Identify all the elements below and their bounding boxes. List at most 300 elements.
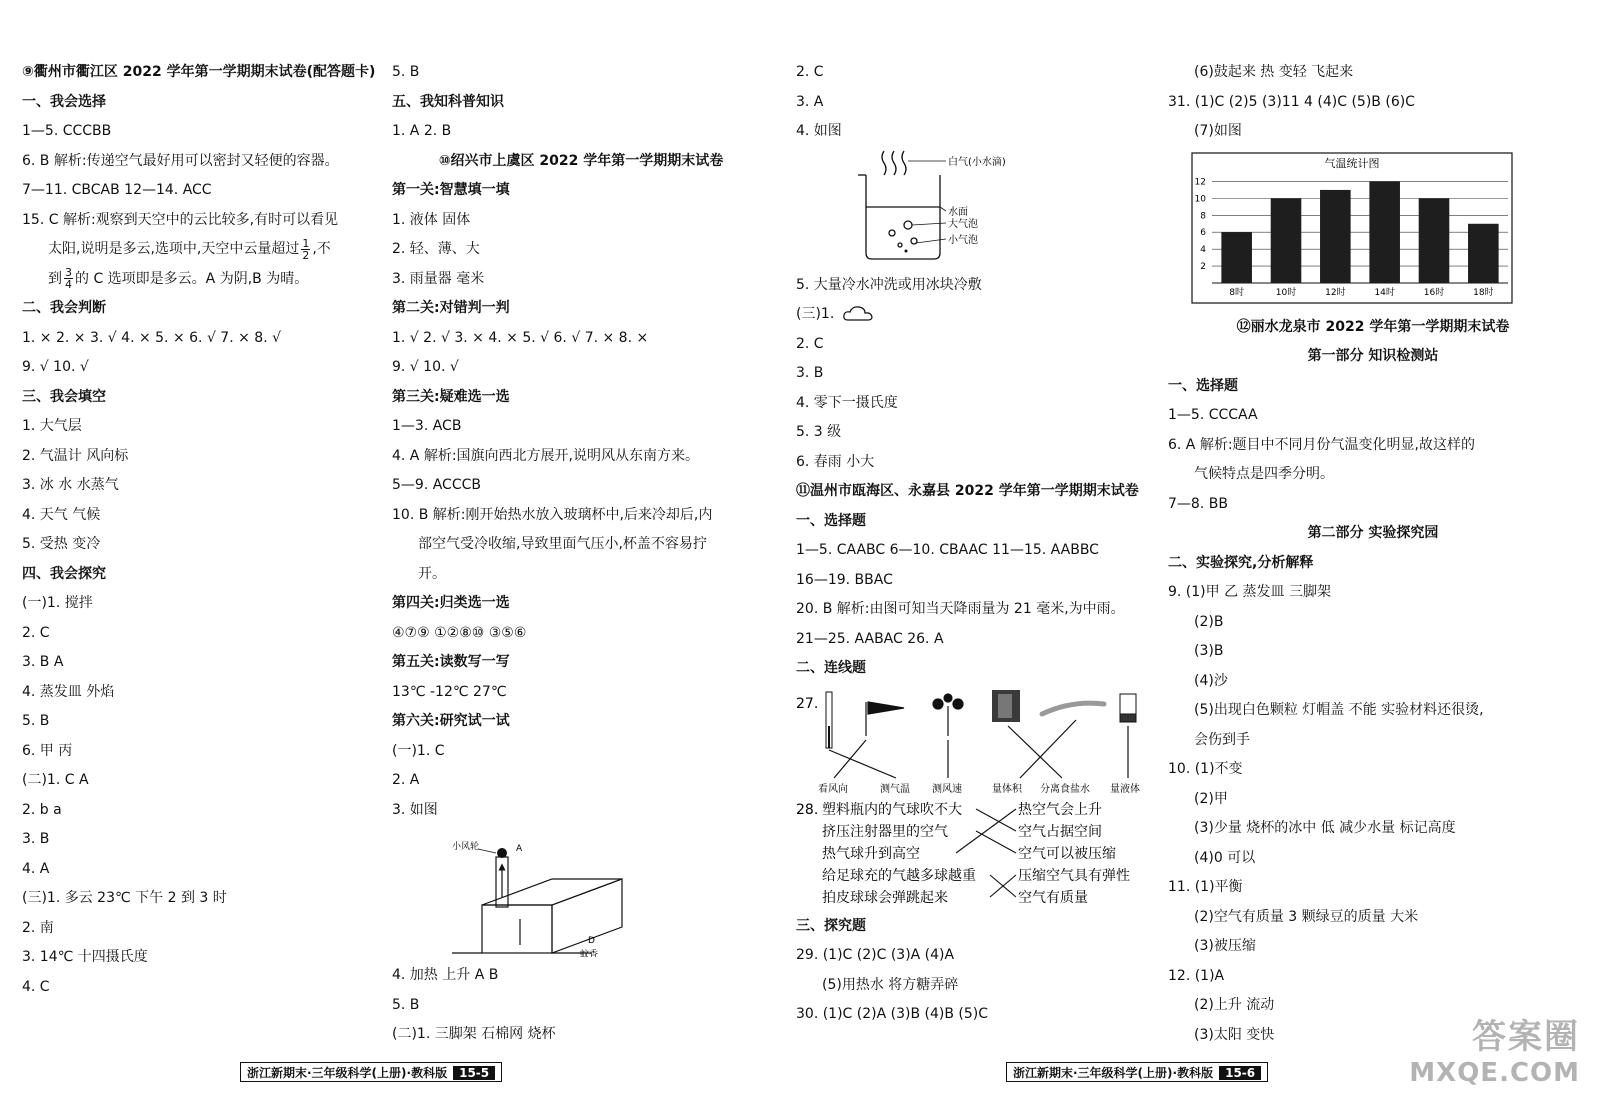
section-heading <box>392 383 770 413</box>
answer-line <box>22 147 392 177</box>
answer-line <box>392 117 770 147</box>
answer-text: 21—25. AABAC 26. A <box>796 630 944 647</box>
temperature-bar-chart <box>1168 149 1578 307</box>
footer-left <box>240 1062 502 1082</box>
answer-text: 5. 3 级 <box>796 424 842 440</box>
y-tick-label: 4 <box>1200 244 1206 255</box>
answer-text: 1. 液体 固体 <box>392 211 471 228</box>
answer-line <box>22 796 392 826</box>
tool-label: 测气温 <box>880 783 910 794</box>
answer-line <box>22 648 392 678</box>
column-3-middle <box>796 271 1166 684</box>
x-tick-label: 14时 <box>1374 287 1395 298</box>
answer-line <box>796 1000 1166 1030</box>
x-tick-label: 8时 <box>1229 287 1245 298</box>
q28-matching-figure <box>796 798 1166 908</box>
answer-text: (5)出现白色颗粒 灯帽盖 不能 实验材料还很烫, <box>1194 702 1484 718</box>
answer-text: 10. (1)不变 <box>1168 761 1243 777</box>
beaker-figure <box>796 149 1166 267</box>
fraction-denominator: 2 <box>302 248 310 262</box>
column-4-lower <box>1168 313 1578 1051</box>
answer-text: 30. (1)C (2)A (3)B (4)B (5)C <box>796 1006 989 1022</box>
answer-line <box>1168 962 1578 992</box>
answer-text: (4)0 可以 <box>1194 849 1256 866</box>
answer-text: 1. 大气层 <box>22 418 82 434</box>
q28-left-item: 塑料瓶内的气球吹不大 <box>822 801 962 818</box>
column-2-upper <box>392 58 770 825</box>
answer-line <box>796 941 1166 971</box>
answer-text: 会伤到手 <box>1194 731 1250 748</box>
section-heading <box>796 654 1166 684</box>
answer-line <box>1168 932 1578 962</box>
answer-text: 5. B <box>22 713 50 729</box>
answer-line <box>796 595 1166 625</box>
answer-line <box>392 678 770 708</box>
answer-text: 4. 天气 气候 <box>22 506 101 523</box>
answer-line <box>22 825 392 855</box>
answer-line <box>22 117 392 147</box>
answer-line <box>22 973 392 1003</box>
q28-right-item: 压缩空气具有弹性 <box>1018 867 1130 884</box>
tool-label: 量液体 <box>1110 783 1140 794</box>
tool-label: 看风向 <box>818 783 848 794</box>
section-heading <box>392 707 770 737</box>
answer-text: 三、探究题 <box>796 917 866 934</box>
bar <box>1419 198 1450 283</box>
answer-line <box>796 300 1166 330</box>
answer-text: 1—5. CCCBB <box>22 123 112 139</box>
answer-text: 部空气受冷收缩,导致里面气压小,杯盖不容易拧 <box>418 536 707 552</box>
q28-right-item: 热空气会上升 <box>1018 801 1102 818</box>
answer-line <box>796 971 1166 1001</box>
answer-line <box>392 619 770 649</box>
watermark-url: MXQE.COM <box>1409 1058 1580 1088</box>
answer-line <box>22 442 392 472</box>
y-tick-label: 8 <box>1200 210 1206 221</box>
answer-line <box>1168 117 1578 147</box>
answer-line <box>1168 785 1578 815</box>
answer-text: 第五关:读数写一写 <box>392 654 510 670</box>
answer-text: 1—5. CCCAA <box>1168 407 1258 423</box>
answer-line <box>1168 696 1578 726</box>
answer-line <box>392 737 770 767</box>
answer-line <box>1168 726 1578 756</box>
answer-text: 4. 蒸发皿 外焰 <box>22 683 115 700</box>
bar <box>1221 232 1252 283</box>
column-3-upper <box>796 58 1166 147</box>
answer-text: 开。 <box>418 565 446 582</box>
answer-line <box>1168 608 1578 638</box>
section-heading <box>1168 372 1578 402</box>
bar <box>1369 181 1400 283</box>
answer-line <box>796 418 1166 448</box>
section-heading <box>392 648 770 678</box>
section-heading <box>796 477 1166 507</box>
answer-text: 2. C <box>796 64 824 80</box>
answer-line <box>392 530 770 560</box>
answer-line <box>1168 490 1578 520</box>
tools-matching-diagram <box>796 686 1166 794</box>
figure-label: 小风轮 <box>452 842 480 852</box>
answer-text: (6)鼓起来 热 变轻 飞起来 <box>1194 64 1354 80</box>
answer-line <box>392 961 770 991</box>
answer-text: 4. A <box>22 860 50 877</box>
answer-line <box>392 766 770 796</box>
answer-line <box>796 566 1166 596</box>
answer-line <box>1168 431 1578 461</box>
answer-column-2 <box>392 58 770 1050</box>
section-heading <box>392 88 770 118</box>
footer-text: 浙江新期末·三年级科学(上册)·教科版 <box>247 1066 448 1080</box>
answer-line <box>22 766 392 796</box>
answer-line <box>392 442 770 472</box>
answer-text: 29. (1)C (2)C (3)A (4)A <box>796 947 955 963</box>
answer-line <box>1168 844 1578 874</box>
fraction <box>301 238 310 261</box>
answer-text: 的 C 选项即是多云。A 为阴,B 为晴。 <box>75 270 309 287</box>
footer-right <box>1006 1062 1268 1082</box>
section-heading <box>22 88 392 118</box>
figure-label: 大气泡 <box>948 218 978 230</box>
answer-text: 11. (1)平衡 <box>1168 879 1243 895</box>
section-heading <box>1168 549 1578 579</box>
x-tick-label: 10时 <box>1275 287 1297 298</box>
cloud-icon <box>842 305 878 323</box>
answer-text: 3. 14℃ 十四摄氏度 <box>22 949 148 965</box>
answer-text: (5)用热水 将方糖弄碎 <box>822 976 959 993</box>
section-heading <box>22 58 392 88</box>
answer-line <box>22 235 392 265</box>
x-tick-label: 18时 <box>1473 287 1494 298</box>
answer-text: 13℃ -12℃ 27℃ <box>392 683 507 700</box>
answer-line <box>22 471 392 501</box>
answer-line <box>796 58 1166 88</box>
answer-text: (二)1. C A <box>22 772 89 788</box>
answer-line <box>22 707 392 737</box>
answer-line <box>1168 58 1578 88</box>
beaker-diagram <box>796 149 1166 267</box>
fraction-numerator: 1 <box>302 236 310 250</box>
answer-column-1 <box>22 58 392 1002</box>
answer-text: (2)甲 <box>1194 790 1228 807</box>
answer-line <box>796 625 1166 655</box>
answer-text: 四、我会探究 <box>22 565 106 582</box>
answer-text: 3. B <box>796 365 824 381</box>
answer-line <box>1168 814 1578 844</box>
answer-text: 2. C <box>22 624 50 641</box>
answer-text: 五、我知科普知识 <box>392 93 504 110</box>
answer-text: 5. B <box>392 64 420 80</box>
answer-text: 第六关:研究试一试 <box>392 713 510 729</box>
answer-text: 二、我会判断 <box>22 300 106 316</box>
answer-text: 7—11. CBCAB 12—14. ACC <box>22 182 212 198</box>
figure-label: 蚊香 <box>580 950 599 957</box>
answer-text: ⑪温州市瓯海区、永嘉县 2022 学年第一学期期末试卷 <box>796 483 1139 499</box>
bar <box>1468 223 1499 282</box>
answer-text: 2. 轻、薄、大 <box>392 241 480 257</box>
answer-text: 2. 气温计 风向标 <box>22 447 129 464</box>
answer-text: 5. 大量冷水冲洗或用冰块冷敷 <box>796 276 982 293</box>
answer-text: 第一部分 知识检测站 <box>1307 348 1439 364</box>
answer-column-4 <box>1168 58 1578 1050</box>
answer-text: 到 <box>48 270 62 287</box>
temperature-chart <box>1168 149 1578 309</box>
answer-text: 3. A <box>796 93 824 110</box>
answer-text: 1—5. CAABC 6—10. CBAAC 11—15. AABBC <box>796 542 1099 558</box>
tool-label: 测风速 <box>932 783 962 794</box>
answer-line <box>1168 88 1578 118</box>
answer-line <box>1168 667 1578 697</box>
answer-text: 二、实验探究,分析解释 <box>1168 554 1314 571</box>
answer-line <box>1168 755 1578 785</box>
answer-line <box>392 560 770 590</box>
question-number: 28. <box>796 801 819 818</box>
section-heading <box>1168 313 1578 343</box>
answer-text: (2)上升 流动 <box>1194 997 1275 1013</box>
answer-text: (一)1. C <box>392 742 445 759</box>
answer-line <box>392 265 770 295</box>
answer-text: 16—19. BBAC <box>796 571 893 588</box>
answer-text: 第一关:智慧填一填 <box>392 182 510 198</box>
question-number: 27. <box>796 695 819 712</box>
answer-text: (3)被压缩 <box>1194 938 1256 954</box>
answer-line <box>22 501 392 531</box>
answer-text: (三)1. <box>796 306 835 322</box>
answer-text: 1—3. ACB <box>392 418 462 434</box>
answer-text: ,不 <box>312 241 331 257</box>
answer-text: 5. B <box>392 996 420 1013</box>
column-3-lower <box>796 912 1166 1030</box>
answer-text: (一)1. 搅拌 <box>22 595 93 611</box>
answer-line <box>1168 637 1578 667</box>
column-4-upper <box>1168 58 1578 147</box>
answer-line <box>22 678 392 708</box>
section-heading <box>392 294 770 324</box>
answer-text: 6. B 解析:传递空气最好用可以密封又轻便的容器。 <box>22 152 339 169</box>
answer-line <box>392 796 770 826</box>
answer-text: 三、我会填空 <box>22 388 106 405</box>
answer-text: 一、我会选择 <box>22 93 106 110</box>
answer-text: 31. (1)C (2)5 (3)11 4 (4)C (5)B (6)C <box>1168 93 1415 110</box>
answer-text: 6. 甲 丙 <box>22 742 73 759</box>
answer-line <box>392 412 770 442</box>
figure-label: D <box>588 936 595 946</box>
answer-text: (3)太阳 变快 <box>1194 1026 1275 1043</box>
fraction-numerator: 3 <box>65 266 72 279</box>
q28-left-item: 热气球升到高空 <box>822 845 920 862</box>
answer-text: 1. √ 2. √ 3. × 4. × 5. √ 6. √ 7. × 8. × <box>392 329 649 346</box>
answer-text: 10. B 解析:刚开始热水放入玻璃杯中,后来冷却后,内 <box>392 506 713 523</box>
answer-line <box>796 536 1166 566</box>
answer-line <box>796 359 1166 389</box>
answer-line <box>1168 578 1578 608</box>
section-heading <box>22 560 392 590</box>
y-tick-label: 10 <box>1194 193 1206 204</box>
answer-line <box>796 117 1166 147</box>
column-2-lower <box>392 961 770 1050</box>
answer-text: 2. A <box>392 772 420 788</box>
answer-line <box>22 914 392 944</box>
answer-line <box>392 353 770 383</box>
answer-text: (3)少量 烧杯的冰中 低 减少水量 标记高度 <box>1194 820 1456 836</box>
answer-text: (二)1. 三脚架 石棉网 烧杯 <box>392 1026 556 1042</box>
answer-line <box>1168 873 1578 903</box>
answer-text: 9. √ 10. √ <box>22 359 89 375</box>
answer-line <box>22 353 392 383</box>
answer-text: 太阳,说明是多云,选项中,天空中云量超过 <box>48 241 300 257</box>
tool-label: 量体积 <box>992 783 1022 794</box>
answer-text: 第四关:归类选一选 <box>392 595 510 611</box>
answer-text: 9. (1)甲 乙 蒸发皿 三脚架 <box>1168 584 1331 600</box>
q28-right-item: 空气占据空间 <box>1018 823 1102 840</box>
box-with-pinwheel-diagram <box>392 827 770 957</box>
bar <box>1320 189 1351 282</box>
x-tick-label: 16时 <box>1423 287 1445 298</box>
answer-text: (7)如图 <box>1194 123 1242 139</box>
answer-line <box>22 324 392 354</box>
answer-text: 第三关:疑难选一选 <box>392 388 510 405</box>
answer-text: 2. C <box>796 335 824 352</box>
answer-text: 4. 如图 <box>796 123 842 139</box>
answer-line <box>392 501 770 531</box>
answer-line <box>796 448 1166 478</box>
section-heading <box>796 912 1166 942</box>
y-tick-label: 2 <box>1200 261 1206 272</box>
answer-line <box>22 206 392 236</box>
footer-text: 浙江新期末·三年级科学(上册)·教科版 <box>1013 1066 1214 1080</box>
q28-left-item: 挤压注射器里的空气 <box>822 823 948 840</box>
section-heading <box>1168 519 1578 549</box>
tools-matching-figure <box>796 686 1166 794</box>
answer-line <box>392 235 770 265</box>
apparatus-figure <box>392 827 770 957</box>
answer-line <box>796 88 1166 118</box>
answer-line <box>796 330 1166 360</box>
figure-label: A <box>516 844 523 854</box>
answer-line <box>22 943 392 973</box>
answer-text: (4)沙 <box>1194 672 1228 689</box>
answer-text: 1. × 2. × 3. √ 4. × 5. × 6. √ 7. × 8. √ <box>22 329 282 346</box>
answer-text: (2)空气有质量 3 颗绿豆的质量 大米 <box>1194 908 1419 925</box>
answer-line <box>392 1020 770 1050</box>
answer-text: 4. 加热 上升 A B <box>392 967 499 983</box>
answer-text: 3. 如图 <box>392 801 438 818</box>
section-heading <box>796 507 1166 537</box>
answer-line <box>22 737 392 767</box>
answer-line <box>22 412 392 442</box>
page-number: 15-6 <box>1219 1066 1261 1080</box>
answer-text: 一、选择题 <box>796 512 866 529</box>
answer-text: ④⑦⑨ ①②⑧⑩ ③⑤⑥ <box>392 624 527 641</box>
answer-line <box>1168 401 1578 431</box>
answer-line <box>1168 903 1578 933</box>
answer-line <box>22 176 392 206</box>
fraction <box>64 267 73 290</box>
answer-line <box>392 206 770 236</box>
fraction-denominator: 4 <box>65 278 72 291</box>
answer-text: (三)1. 多云 23℃ 下午 2 到 3 时 <box>22 890 227 906</box>
answer-column-3 <box>796 58 1166 1030</box>
q28-left-item: 拍皮球球会弹跳起来 <box>822 889 948 906</box>
answer-text: 3. B A <box>22 654 64 670</box>
section-heading <box>392 589 770 619</box>
answer-text: 3. 雨量器 毫米 <box>392 270 485 287</box>
answer-text: (3)B <box>1194 643 1224 659</box>
answer-line <box>22 589 392 619</box>
watermark <box>1409 1009 1580 1088</box>
answer-line <box>392 991 770 1021</box>
x-tick-label: 12时 <box>1325 287 1346 298</box>
answer-text: 第二部分 实验探究园 <box>1307 525 1439 541</box>
figure-label: 白气(小水滴) <box>948 156 1006 168</box>
answer-text: 6. A 解析:题目中不同月份气温变化明显,故这样的 <box>1168 436 1476 453</box>
answer-text: 5. 受热 变冷 <box>22 536 101 552</box>
answer-text: ⑨衢州市衢江区 2022 学年第一学期期末试卷(配答题卡) <box>22 64 376 80</box>
answer-line <box>796 389 1166 419</box>
answer-text: 9. √ 10. √ <box>392 359 459 375</box>
tool-label: 分离食盐水 <box>1040 783 1090 794</box>
answer-text: 2. b a <box>22 801 62 818</box>
answer-text: 20. B 解析:由图可知当天降雨量为 21 毫米,为中雨。 <box>796 601 1125 617</box>
q28-right-item: 空气有质量 <box>1018 889 1088 906</box>
answer-text: 12. (1)A <box>1168 967 1225 984</box>
q28-right-item: 空气可以被压缩 <box>1018 845 1116 862</box>
section-heading <box>392 176 770 206</box>
answer-text: 1. A 2. B <box>392 123 452 139</box>
section-heading <box>22 294 392 324</box>
answer-text: 气候特点是四季分明。 <box>1194 466 1334 482</box>
answer-text: 3. 冰 水 水蒸气 <box>22 477 119 493</box>
y-tick-label: 6 <box>1200 227 1206 238</box>
answer-line <box>392 471 770 501</box>
section-heading <box>1168 342 1578 372</box>
answer-line <box>22 884 392 914</box>
figure-label: 小气泡 <box>948 234 978 246</box>
answer-line <box>22 265 392 295</box>
q28-matching-diagram <box>796 798 1166 908</box>
answer-text: 4. 零下一摄氏度 <box>796 394 898 411</box>
answer-text: 3. B <box>22 831 50 847</box>
answer-text: 二、连线题 <box>796 660 866 676</box>
page-number: 15-5 <box>453 1066 495 1080</box>
answer-text: 6. 春雨 小大 <box>796 453 875 470</box>
answer-line <box>22 855 392 885</box>
answer-line <box>22 530 392 560</box>
section-heading <box>392 147 770 177</box>
watermark-logo-text: 答案圈 <box>1472 1017 1580 1057</box>
answer-text: ⑫丽水龙泉市 2022 学年第一学期期末试卷 <box>1236 318 1510 335</box>
answer-line <box>392 324 770 354</box>
answer-text: 一、选择题 <box>1168 377 1238 394</box>
answer-text: 15. C 解析:观察到天空中的云比较多,有时可以看见 <box>22 211 339 228</box>
answer-text: 2. 南 <box>22 919 54 936</box>
answer-line <box>392 58 770 88</box>
answer-line <box>796 271 1166 301</box>
section-heading <box>22 383 392 413</box>
chart-title: 气温统计图 <box>1324 156 1380 170</box>
q28-left-item: 给足球充的气越多球越重 <box>822 867 976 884</box>
y-tick-label: 12 <box>1194 176 1206 187</box>
answer-text: 4. C <box>22 978 50 995</box>
answer-line <box>1168 460 1578 490</box>
answer-text: 7—8. BB <box>1168 495 1228 512</box>
answer-text: (2)B <box>1194 613 1224 630</box>
answer-text: 4. A 解析:国旗向西北方展开,说明风从东南方来。 <box>392 447 700 464</box>
answer-text: 5—9. ACCCB <box>392 477 481 493</box>
answer-line <box>22 619 392 649</box>
answer-text: 第二关:对错判一判 <box>392 300 510 316</box>
answer-text: ⑩绍兴市上虞区 2022 学年第一学期期末试卷 <box>438 152 724 169</box>
